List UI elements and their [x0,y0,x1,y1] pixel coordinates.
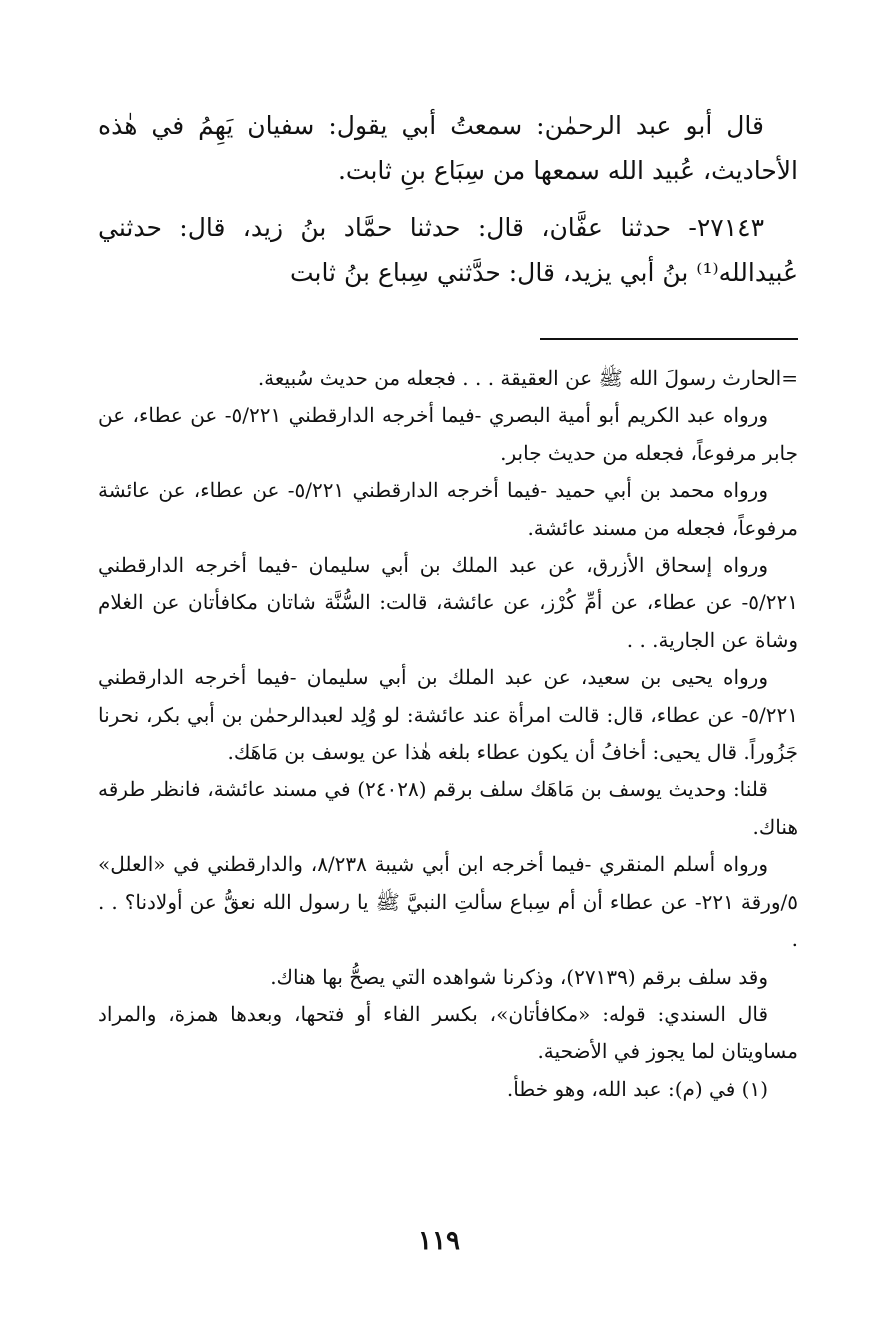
footnote-paragraph: ورواه أسلم المنقري -فيما أخرجه ابن أبي شيبة ٨/٢٣٨، والدارقطني في «العلل» ٥/ورقة ٢٢١- عن عطاء أن أم سِباع سألتِ النبيَّ ﷺ يا رسول الله نعقُّ عن أولادنا؟ . . . [98,852,798,952]
main-text [98,103,798,295]
main-paragraph-1: قال أبو عبد الرحمٰن: سمعتُ أبي يقول: سفيان يَهِمُ في هٰذه الأحاديث، عُبيد الله سمعها من سِبَاع بنِ ثابت. [98,111,798,185]
footnote-paragraph: =الحارث رسولَ الله ﷺ عن العقيقة . . . فجعله من حديث سُبيعة. [257,366,798,390]
footnote-paragraph: ورواه يحيى بن سعيد، عن عبد الملك بن أبي سليمان -فيما أخرجه الدارقطني ٥/٢٢١- عن عطاء، قال: قالت امرأة عند عائشة: لو وُلِد لعبدالرحمٰن بن أبي بكر، نحرنا جَزُوراً. قال يحيى: أخافُ أن يكون عطاء بلغه هٰذا عن يوسف بن مَاهَك. [98,665,798,765]
page-number: ١١٩ [418,1226,460,1256]
footnote-separator [540,338,798,340]
footnote-paragraph: قال السندي: قوله: «مكافأتان»، بكسر الفاء أو فتحها، وبعدها همزة، والمراد مساويتان لما يجوز في الأضحية. [98,1001,798,1064]
footnote-paragraph: وقد سلف برقم (٢٧١٣٩)، وذكرنا شواهده التي يصحُّ بها هناك. [270,964,768,989]
footnote-paragraph: ورواه محمد بن أبي حميد -فيما أخرجه الدارقطني ٥/٢٢١- عن عطاء، عن عائشة مرفوعاً، فجعله من مسند عائشة. [98,478,798,540]
hadith-27143: ٢٧١٤٣- حدثنا عفَّان، قال: حدثنا حمَّاد بنُ زيد، قال: حدثني عُبيدالله⁽¹⁾ بنُ أبي يزيد، قال: حدَّثني سِباع بنُ ثابت [98,213,798,287]
footnote-1: (١) في (م): عبد الله، وهو خطأ. [506,1076,768,1101]
footnote-paragraph: قلنا: وحديث يوسف بن مَاهَك سلف برقم (٢٤٠٢٨) في مسند عائشة، فانظر طرقه هناك. [98,777,798,839]
footnote-paragraph: ورواه إسحاق الأزرق، عن عبد الملك بن أبي سليمان -فيما أخرجه الدارقطني ٥/٢٢١- عن عطاء، عن أمِّ كُرْز، عن عائشة، قالت: السُّنَّة شاتان مكافأتان عن الغلام وشاة عن الجارية. . . [98,553,798,652]
footnotes [98,360,798,1108]
footnote-paragraph: ورواه عبد الكريم أبو أمية البصري -فيما أخرجه الدارقطني ٥/٢٢١- عن عطاء، عن جابر مرفوعاً، فجعله من حديث جابر. [98,403,798,465]
